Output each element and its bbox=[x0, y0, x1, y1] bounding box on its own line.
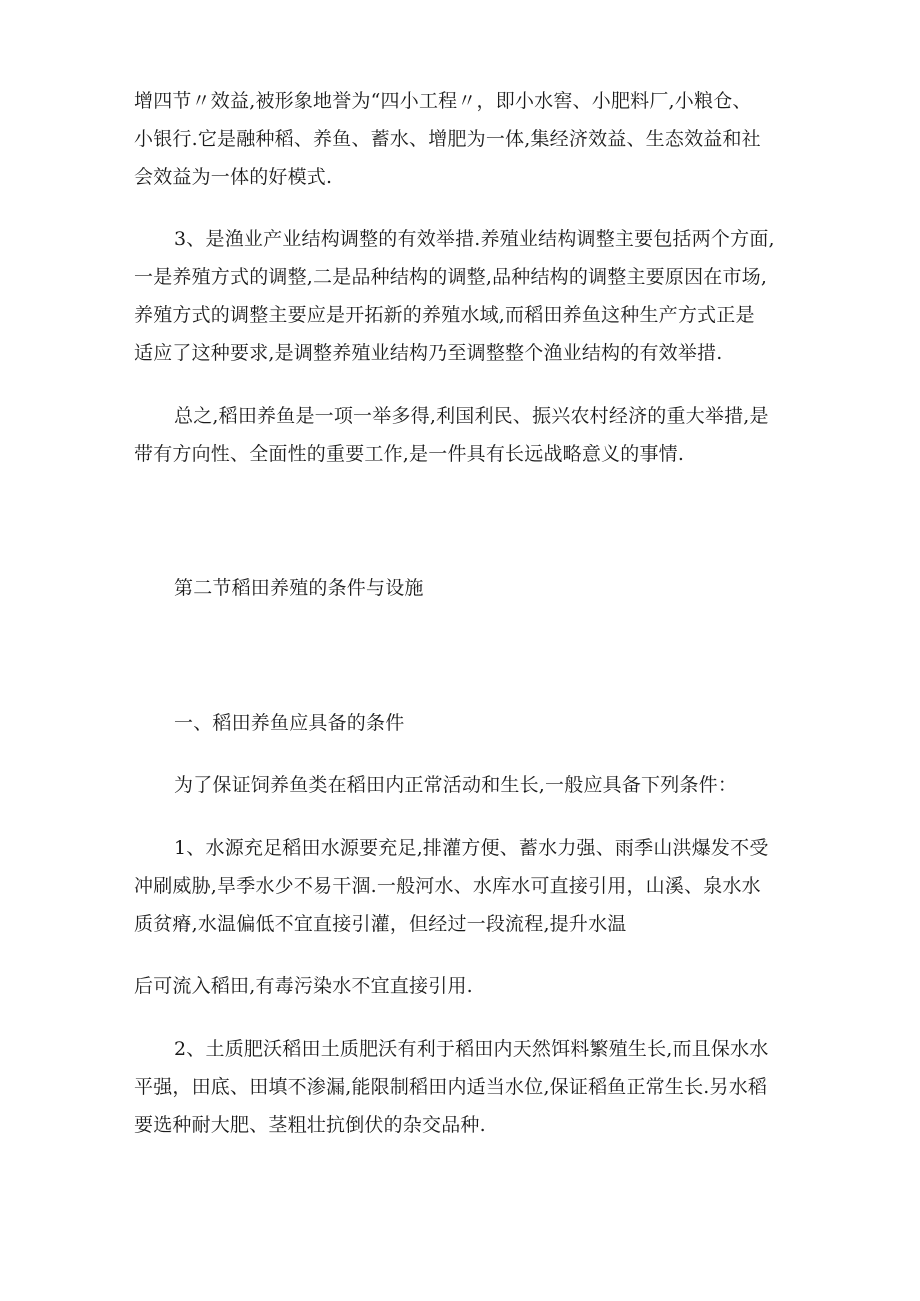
paragraph-7-line-1: 2、土质肥沃稻田土质肥沃有利于稻田内天然饵料繁殖生长,而且保水水 bbox=[174, 1038, 769, 1060]
paragraph-7-line-2: 平强，田底、田填不渗漏,能限制稻田内适当水位,保证稻鱼正常生长.另水稻 bbox=[134, 1076, 768, 1098]
subsection-heading: 一、稻田养鱼应具备的条件 bbox=[174, 712, 405, 734]
paragraph-1-line-3: 会效益为一体的好模式. bbox=[134, 166, 333, 188]
paragraph-1-line-1: 增四节〃效益,被形象地誉为“四小工程〃，即小水窖、小肥料厂,小粮仓、 bbox=[134, 90, 752, 112]
paragraph-2-line-2: 一是养殖方式的调整,二是品种结构的调整,品种结构的调整主要原因在市场, bbox=[134, 266, 768, 288]
paragraph-5-line-2: 冲刷威胁,旱季水少不易干涸.一般河水、水库水可直接引用，山溪、泉水水 bbox=[134, 875, 761, 897]
paragraph-6-line-1: 后可流入稻田,有毒污染水不宜直接引用. bbox=[134, 975, 473, 997]
paragraph-4-line-1: 为了保证饲养鱼类在稻田内正常活动和生长,一般应具备下列条件： bbox=[174, 774, 738, 796]
paragraph-7-line-3: 要选种耐大肥、茎粗壮抗倒伏的杂交品种. bbox=[134, 1114, 486, 1136]
paragraph-3-line-1: 总之,稻田养鱼是一项一举多得,利国利民、振兴农村经济的重大举措,是 bbox=[174, 405, 769, 427]
paragraph-2-line-3: 养殖方式的调整主要应是开拓新的养殖水域,而稻田养鱼这种生产方式正是 bbox=[134, 304, 755, 326]
paragraph-2-line-4: 适应了这种要求,是调整养殖业结构乃至调整整个渔业结构的有效举措. bbox=[134, 342, 723, 364]
paragraph-5-line-3: 质贫瘠,水温偏低不宜直接引灌，但经过一段流程,提升水温 bbox=[134, 913, 627, 935]
paragraph-3-line-2: 带有方向性、全面性的重要工作,是一件具有长远战略意义的事情. bbox=[134, 443, 685, 465]
section-heading: 第二节稻田养殖的条件与设施 bbox=[174, 577, 424, 599]
paragraph-5-line-1: 1、水源充足稻田水源要充足,排灌方便、蓄水力强、雨季山洪爆发不受 bbox=[174, 837, 769, 859]
paragraph-1-line-2: 小银行.它是融种稻、养鱼、蓄水、增肥为一体,集经济效益、生态效益和社 bbox=[134, 128, 761, 150]
paragraph-2-line-1: 3、是渔业产业结构调整的有效举措.养殖业结构调整主要包括两个方面, bbox=[174, 228, 775, 250]
